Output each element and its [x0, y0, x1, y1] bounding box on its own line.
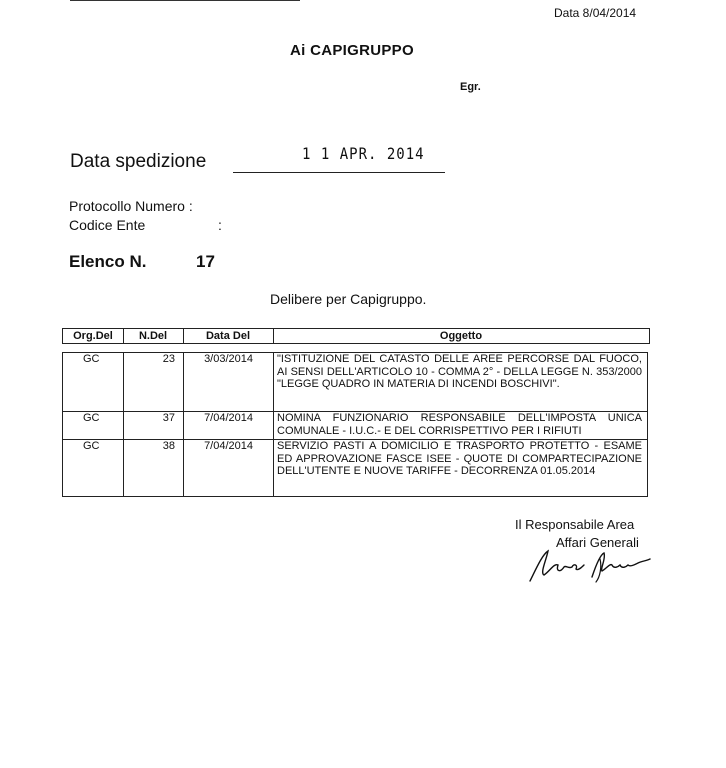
handwritten-signature-icon: [526, 547, 656, 583]
cell-data: 7/04/2014: [204, 412, 253, 424]
cell-org: GC: [83, 412, 100, 424]
page-title: Ai CAPIGRUPPO: [290, 42, 414, 59]
table-row: [63, 439, 647, 496]
elenco-number: 17: [196, 252, 215, 271]
data-spedizione-stamp: 1 1 APR. 2014: [302, 145, 425, 164]
cell-oggetto: NOMINA FUNZIONARIO RESPONSABILE DELL'IMPOSTA UNICA COMUNALE - I.U.C.- E DEL CORRISPETTIVO PER I RIFIUTI: [277, 412, 642, 437]
column-header-oggetto: Oggetto: [439, 330, 483, 342]
data-spedizione-label: Data spedizione: [70, 151, 207, 172]
codice-ente-label: Codice Ente: [69, 217, 146, 233]
cell-oggetto: SERVIZIO PASTI A DOMICILIO E TRASPORTO PROTETTO - ESAME ED APPROVAZIONE FASCE ISEE - QUOTE DI COMPARTECIPAZIONE DELL'UTENTE E NUOVE TARIFFE - DECORRENZA 01.05.2014: [277, 440, 642, 477]
signatory-title: Il Responsabile Area: [515, 517, 635, 532]
table-header: [62, 328, 650, 344]
delibere-table: [62, 352, 648, 497]
table-row: [63, 411, 647, 439]
data-spedizione-line: [233, 172, 445, 173]
cell-org: GC: [83, 353, 100, 365]
elenco-label: Elenco N.: [69, 252, 147, 271]
table-row: [63, 353, 647, 411]
cell-org: GC: [83, 440, 100, 452]
column-header-org: Org.Del: [73, 330, 113, 342]
cell-n: 38: [162, 440, 175, 452]
cell-n: 37: [162, 412, 175, 424]
protocollo-label: Protocollo Numero :: [69, 198, 193, 214]
column-header-n: N.Del: [138, 330, 168, 342]
cell-data: 3/03/2014: [204, 353, 253, 365]
column-header-data: Data Del: [205, 330, 251, 342]
recipient-salutation: Egr.: [460, 81, 481, 93]
cell-oggetto: "ISTITUZIONE DEL CATASTO DELLE AREE PERCORSE DAL FUOCO, AI SENSI DELL'ARTICOLO 10 - COMMA 2° - DELLA LEGGE N. 353/2000 "LEGGE QUADRO IN MATERIA DI INCENDI BOSCHIVI".: [277, 353, 642, 390]
signatory-area: Affari Generali: [556, 535, 639, 550]
codice-ente-colon: :: [218, 217, 222, 233]
cell-data: 7/04/2014: [204, 440, 253, 452]
table-subtitle: Delibere per Capigruppo.: [270, 291, 427, 307]
top-rule: [70, 0, 300, 1]
cell-n: 23: [162, 353, 175, 365]
document-date: Data 8/04/2014: [554, 6, 637, 20]
